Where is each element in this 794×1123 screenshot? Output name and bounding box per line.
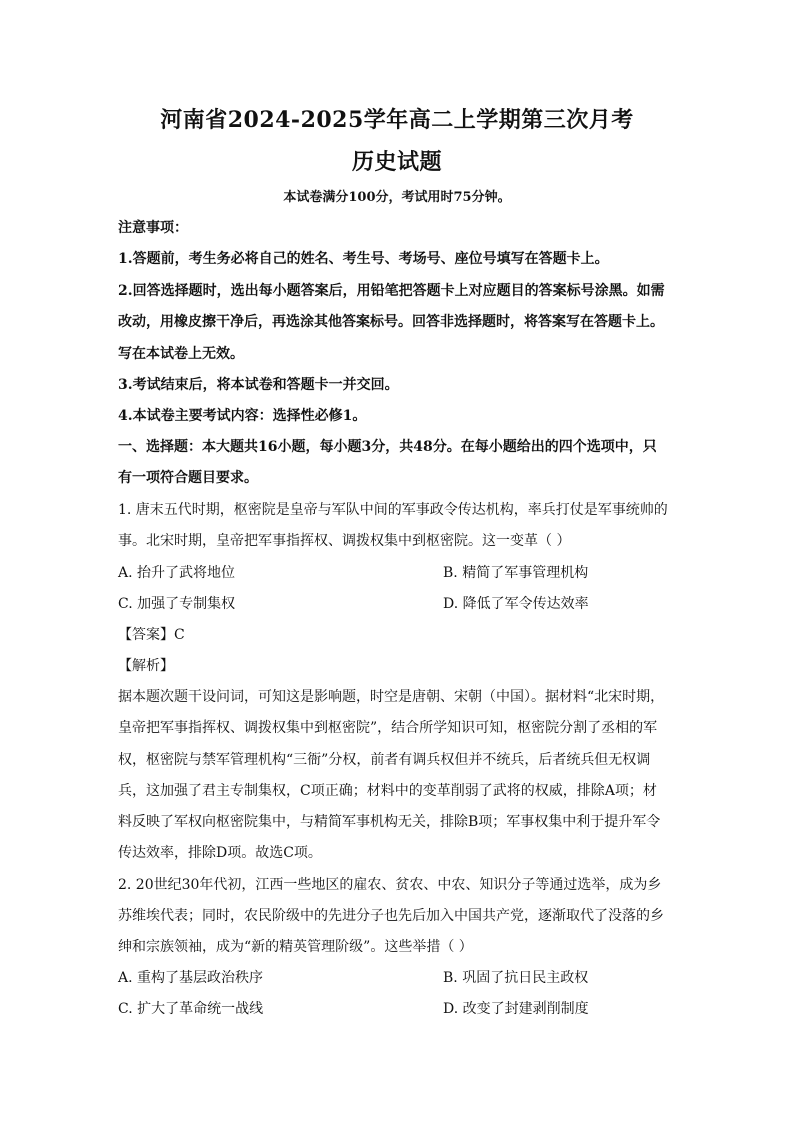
question-2-option-a: A. 重构了基层政治秩序 xyxy=(118,970,264,986)
question-2-stem: 2. 20世纪30年代初，江西一些地区的雇农、贫农、中农、知识分子等通过选举，成为乡 xyxy=(118,877,662,893)
question-1-stem: 1. 唐末五代时期，枢密院是皇帝与军队中间的军事政令传达机构，率兵打仗是军事统帅的 xyxy=(118,502,668,518)
exam-info: 本试卷满分100分，考试用时75分钟。 xyxy=(283,190,511,205)
analysis-line: 据本题次题干设问词，可知这是影响题，时空是唐朝、宋朝（中国）。据材料“北宋时期， xyxy=(118,689,665,705)
note-item: 2.回答选择题时，选出每小题答案后，用铅笔把答题卡上对应题目的答案标号涂黑。如需 xyxy=(118,283,665,299)
note-item: 4.本试卷主要考试内容：选择性必修1。 xyxy=(118,408,367,424)
question-1-option-a: A. 抬升了武将地位 xyxy=(118,565,236,581)
subject-title: 历史试题 xyxy=(351,149,442,175)
question-2-option-c: C. 扩大了革命统一战线 xyxy=(118,1001,264,1017)
notes-heading: 注意事项： xyxy=(118,220,188,236)
analysis-line: 兵，这加强了君主专制集权，C项正确；材料中的变革削弱了武将的权威，排除A项；材 xyxy=(118,783,657,799)
analysis-line: 皇帝把军事指挥权、调拨权集中到枢密院”，结合所学知识可知，枢密院分割了丞相的军 xyxy=(118,720,658,736)
question-2-option-d: D. 改变了封建剥削制度 xyxy=(443,1001,589,1017)
note-item: 改动，用橡皮擦干净后，再选涂其他答案标号。回答非选择题时，将答案写在答题卡上。 xyxy=(118,314,664,330)
note-item: 1.答题前，考生务必将自己的姓名、考生号、考场号、座位号填写在答题卡上。 xyxy=(118,251,609,267)
analysis-line: 传达效率，排除D项。故选C项。 xyxy=(118,845,322,861)
section-heading: 一、选择题：本大题共16小题，每小题3分，共48分。在每小题给出的四个选项中，只 xyxy=(118,439,657,455)
question-1-analysis-heading: 【解析】 xyxy=(118,658,174,674)
question-1-answer: 【答案】C xyxy=(118,627,185,643)
analysis-line: 料反映了军权向枢密院集中，与精简军事机构无关，排除B项；军事权集中利于提升军令 xyxy=(118,814,661,830)
exam-title: 河南省2024-2025学年高二上学期第三次月考 xyxy=(160,107,634,133)
question-2-stem: 苏维埃代表；同时，农民阶级中的先进分子也先后加入中国共产党，逐渐取代了没落的乡 xyxy=(118,908,664,924)
question-2-stem: 绅和宗族领袖，成为“新的精英管理阶级”。这些举措（ ） xyxy=(118,939,473,955)
question-2-option-b: B. 巩固了抗日民主政权 xyxy=(443,970,589,986)
note-item: 3.考试结束后，将本试卷和答题卡一并交回。 xyxy=(118,377,399,393)
analysis-line: 权，枢密院与禁军管理机构“三衙”分权，前者有调兵权但并不统兵，后者统兵但无权调 xyxy=(118,752,651,768)
section-heading: 有一项符合题目要求。 xyxy=(118,470,258,486)
question-1-option-b: B. 精简了军事管理机构 xyxy=(443,565,589,581)
note-item: 写在本试卷上无效。 xyxy=(118,346,244,362)
question-1-option-d: D. 降低了军令传达效率 xyxy=(443,596,589,612)
question-1-stem: 事。北宋时期，皇帝把军事指挥权、调拨权集中到枢密院。这一变革（ ） xyxy=(118,533,571,549)
question-1-option-c: C. 加强了专制集权 xyxy=(118,596,236,612)
